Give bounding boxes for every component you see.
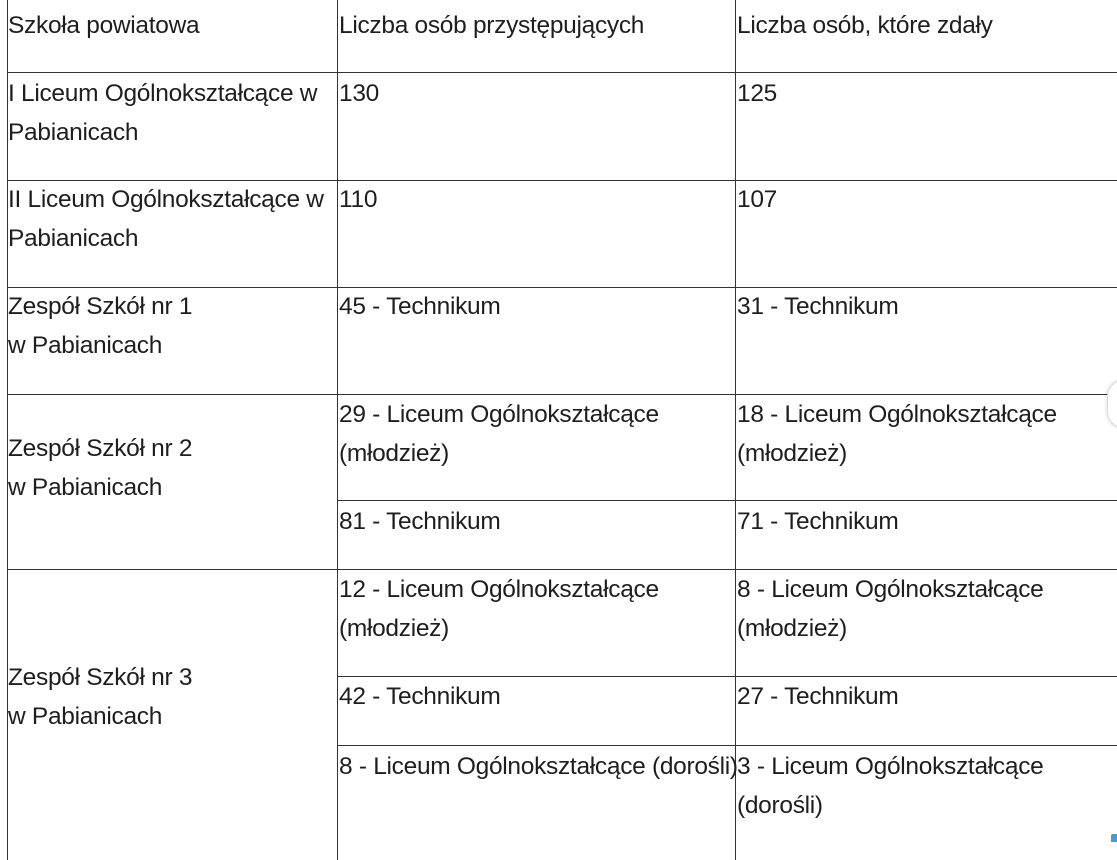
school-cell [8, 429, 192, 507]
passed-value: 8 - Liceum Ogólnokształcące [737, 576, 1044, 603]
taking-cell [339, 74, 379, 113]
taking-value: 12 - Liceum Ogólnokształcące [339, 576, 659, 603]
taking-cell [339, 180, 377, 219]
passed-cell [737, 74, 777, 113]
taking-cell [339, 677, 501, 716]
row-border [7, 72, 1117, 73]
taking-value: 42 - Technikum [339, 683, 501, 710]
taking-value: (młodzież) [339, 440, 449, 467]
taking-value: 8 - Liceum Ogólnokształcące (dorośli) [339, 753, 738, 780]
taking-value: 110 [339, 186, 378, 213]
school-name-line: Zespół Szkół nr 1 [8, 293, 193, 320]
passed-value: (młodzież) [737, 440, 847, 467]
school-name-line: w Pabianicach [8, 703, 163, 730]
passed-cell [737, 502, 899, 541]
header-school-text: Szkoła powiatowa [8, 12, 200, 39]
taking-value: (młodzież) [339, 615, 449, 642]
header-taking-text: Liczba osób przystępujących [339, 12, 645, 39]
school-name-line: I Liceum Ogólnokształcące w [8, 80, 318, 107]
school-name-line: w Pabianicach [8, 474, 163, 501]
school-name-line: Zespół Szkół nr 2 [8, 435, 193, 462]
table-border-col3 [735, 0, 736, 860]
header-passed-text: Liczba osób, które zdały [737, 12, 993, 39]
school-name-line: II Liceum Ogólnokształcące w [8, 186, 324, 213]
passed-value: 18 - Liceum Ogólnokształcące [737, 401, 1057, 428]
taking-cell [339, 395, 659, 473]
header-taking [339, 6, 644, 45]
taking-value: 130 [339, 80, 379, 107]
taking-value: 81 - Technikum [339, 508, 501, 535]
school-name-line: w Pabianicach [8, 332, 163, 359]
school-cell [8, 658, 192, 736]
header-school [8, 6, 199, 45]
taking-value: 29 - Liceum Ogólnokształcące [339, 401, 659, 428]
passed-cell [737, 747, 1043, 825]
subrow-border [337, 500, 1117, 501]
passed-value: 3 - Liceum Ogólnokształcące [737, 753, 1044, 780]
passed-cell [737, 287, 899, 326]
school-name-line: Zespół Szkół nr 3 [8, 664, 193, 691]
school-name-line: Pabianicach [8, 119, 139, 146]
passed-value: (młodzież) [737, 615, 847, 642]
school-cell [8, 180, 324, 258]
taking-value: 45 - Technikum [339, 293, 501, 320]
passed-cell [737, 677, 899, 716]
taking-cell [339, 502, 501, 541]
passed-cell [737, 180, 777, 219]
header-passed [737, 6, 993, 45]
school-name-line: Pabianicach [8, 225, 139, 252]
school-cell [8, 287, 192, 365]
corner-indicator [1111, 834, 1117, 842]
subrow-border [337, 745, 1117, 746]
passed-value: 27 - Technikum [737, 683, 899, 710]
taking-cell [339, 570, 659, 648]
passed-cell [737, 570, 1043, 648]
passed-value: 125 [737, 80, 777, 107]
passed-value: 107 [737, 186, 777, 213]
passed-cell [737, 395, 1057, 473]
results-table [7, 0, 1117, 860]
taking-cell [339, 747, 738, 786]
passed-value: 71 - Technikum [737, 508, 899, 535]
taking-cell [339, 287, 501, 326]
school-cell [8, 74, 317, 152]
table-border-col2 [337, 0, 338, 860]
passed-value: 31 - Technikum [737, 293, 899, 320]
passed-value: (dorośli) [737, 792, 823, 819]
